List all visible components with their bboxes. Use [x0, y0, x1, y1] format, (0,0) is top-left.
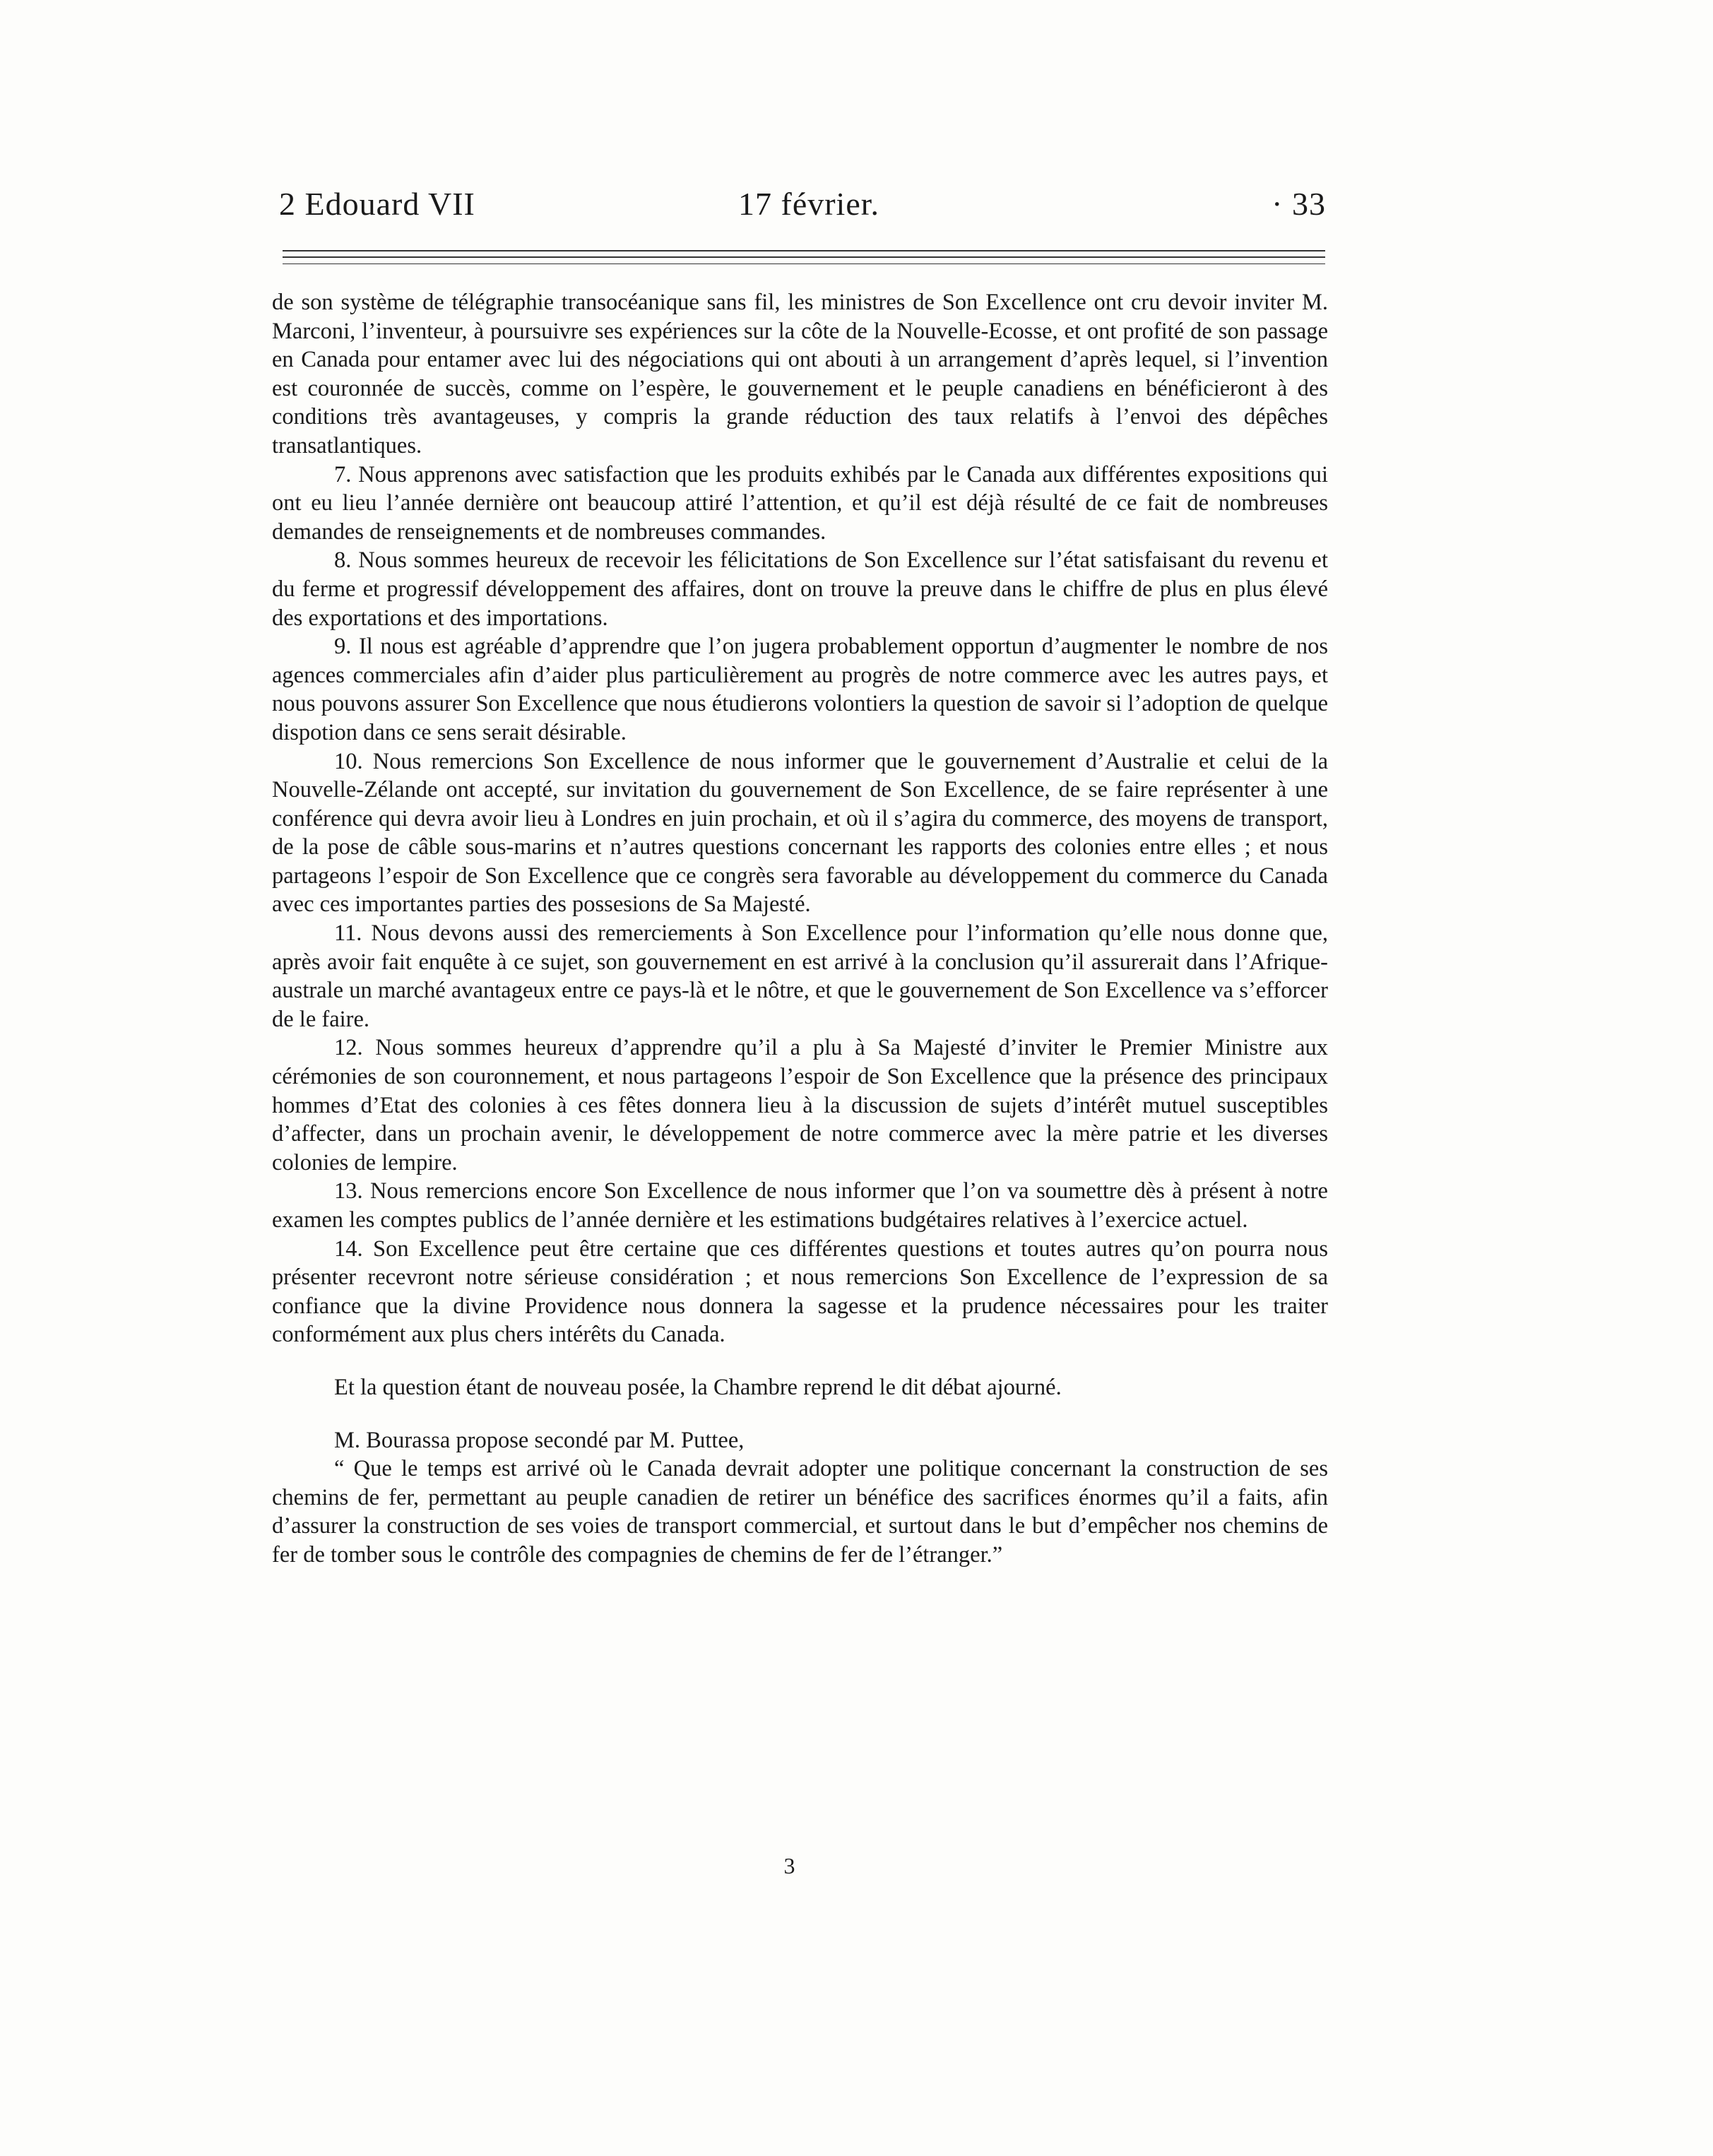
paragraph-11: 11. Nous devons aussi des remerciements à Son Excellence pour l’information qu’elle nous donne que, après avoir fait enquête à ce sujet, son gouvernement en est arrivé à la conclusion qu’il assurerait dans l’Afrique-australe un marché avantageux entre ce pays-là et le nôtre, et que le gouvernement de Son Excellence va s’efforcer de le faire.	[272, 920, 1328, 1032]
header-rule-bottom	[283, 263, 1325, 264]
question-line: Et la question étant de nouveau posée, la Chambre reprend le dit débat ajourné.	[334, 1374, 1062, 1400]
paragraph-9: 9. Il nous est agréable d’apprendre que l’on jugera probablement opportun d’augmenter le nombre de nos agences commerciales afin d’aider plus particulièrement au progrès de notre commerce avec les autres pays, et nous pouvons assurer Son Excellence que nous étudierons volontiers la question de savoir si l’adoption de quelque dispotion dans ce sens serait désirable.	[272, 634, 1328, 745]
paragraph-7: 7. Nous apprenons avec satisfaction que les produits exhibés par le Canada aux différentes expositions qui ont eu lieu l’année dernière ont beaucoup attiré l’attention, et qu’il est déjà résulté de ce fait de nombreuses demandes de renseignements et de nombreuses commandes.	[272, 461, 1328, 545]
signature-mark-text: 3	[783, 1853, 795, 1878]
header-rule-middle	[283, 256, 1325, 258]
header-page-number: · 33	[1272, 186, 1326, 222]
paragraph-14: 14. Son Excellence peut être certaine que ces différentes questions et toutes autres qu’on pourra nous présenter recevront notre sérieuse considération ; et nous remercions Son Excellence de l’expression de sa confiance que la divine Providence nous donnera la sagesse et la prudence nécessaires pour les traiter conformément aux plus chers intérêts du Canada.	[272, 1236, 1328, 1348]
motion-line: M. Bourassa propose secondé par M. Puttee,	[334, 1427, 745, 1453]
paragraph-13: 13. Nous remercions encore Son Excellence de nous informer que l’on va soumettre dès à présent à notre examen les comptes publics de l’année dernière et les estimations budgétaires relatives à l’exercice actuel.	[272, 1178, 1328, 1233]
running-header	[279, 179, 1326, 229]
paragraph-12: 12. Nous sommes heureux d’apprendre qu’il a plu à Sa Majesté d’inviter le Premier Ministre aux cérémonies de son couronnement, et nous partageons l’espoir de Son Excellence que la présence des principaux hommes d’Etat des colonies à ces fêtes donnera lieu à la discussion de sujets d’intérêt mutuel susceptibles d’affecter, dans un prochain avenir, le développement de notre commerce avec la mère patrie et les diverses colonies de lempire.	[272, 1035, 1328, 1175]
header-regnal-year: 2 Edouard VII	[279, 186, 475, 222]
body-text	[272, 288, 1328, 1570]
header-date: 17 février.	[738, 186, 880, 222]
signature-mark	[0, 1852, 1713, 1880]
header-rule-top	[283, 250, 1325, 251]
paragraph-8: 8. Nous sommes heureux de recevoir les félicitations de Son Excellence sur l’état satisfaisant du revenu et du ferme et progressif développement des affaires, dont on trouve la preuve dans le chiffre de plus en plus élevé des exportations et des importations.	[272, 547, 1328, 631]
motion-quote: “ Que le temps est arrivé où le Canada devrait adopter une politique concernant la construction de ses chemins de fer, permettant au peuple canadien de retirer un bénéfice des sacrifices énormes qu’il a faits, afin d’assurer la construction de ses voies de transport commercial, et surtout dans le but d’empêcher nos chemins de fer de tomber sous le contrôle des compagnies de chemins de fer de l’étranger.”	[272, 1456, 1328, 1568]
paragraph-continuation: de son système de télégraphie transocéanique sans fil, les ministres de Son Excellence ont cru devoir inviter M. Marconi, l’inventeur, à poursuivre ses expériences sur la côte de la Nouvelle-Ecosse, et ont profité de son passage en Canada pour entamer avec lui des négociations qui ont abouti à un arrangement d’après lequel, si l’invention est couronnée de succès, comme on l’espère, le gouvernement et le peuple canadiens en bénéficieront à des conditions très avantageuses, y compris la grande réduction des taux relatifs à l’envoi des dépêches transatlantiques.	[272, 290, 1328, 458]
paragraph-10: 10. Nous remercions Son Excellence de nous informer que le gouvernement d’Australie et celui de la Nouvelle-Zélande ont accepté, sur invitation du gouvernement de Son Excellence, de se faire représenter à une conférence qui devra avoir lieu à Londres en juin prochain, et où il s’agira du commerce, des moyens de transport, de la pose de câble sous-marins et n’autres questions concernant les rapports des colonies entre elles ; et nous partageons l’espoir de Son Excellence que ce congrès sera favorable au développement du commerce du Canada avec ces importantes parties des possesions de Sa Majesté.	[272, 748, 1328, 918]
